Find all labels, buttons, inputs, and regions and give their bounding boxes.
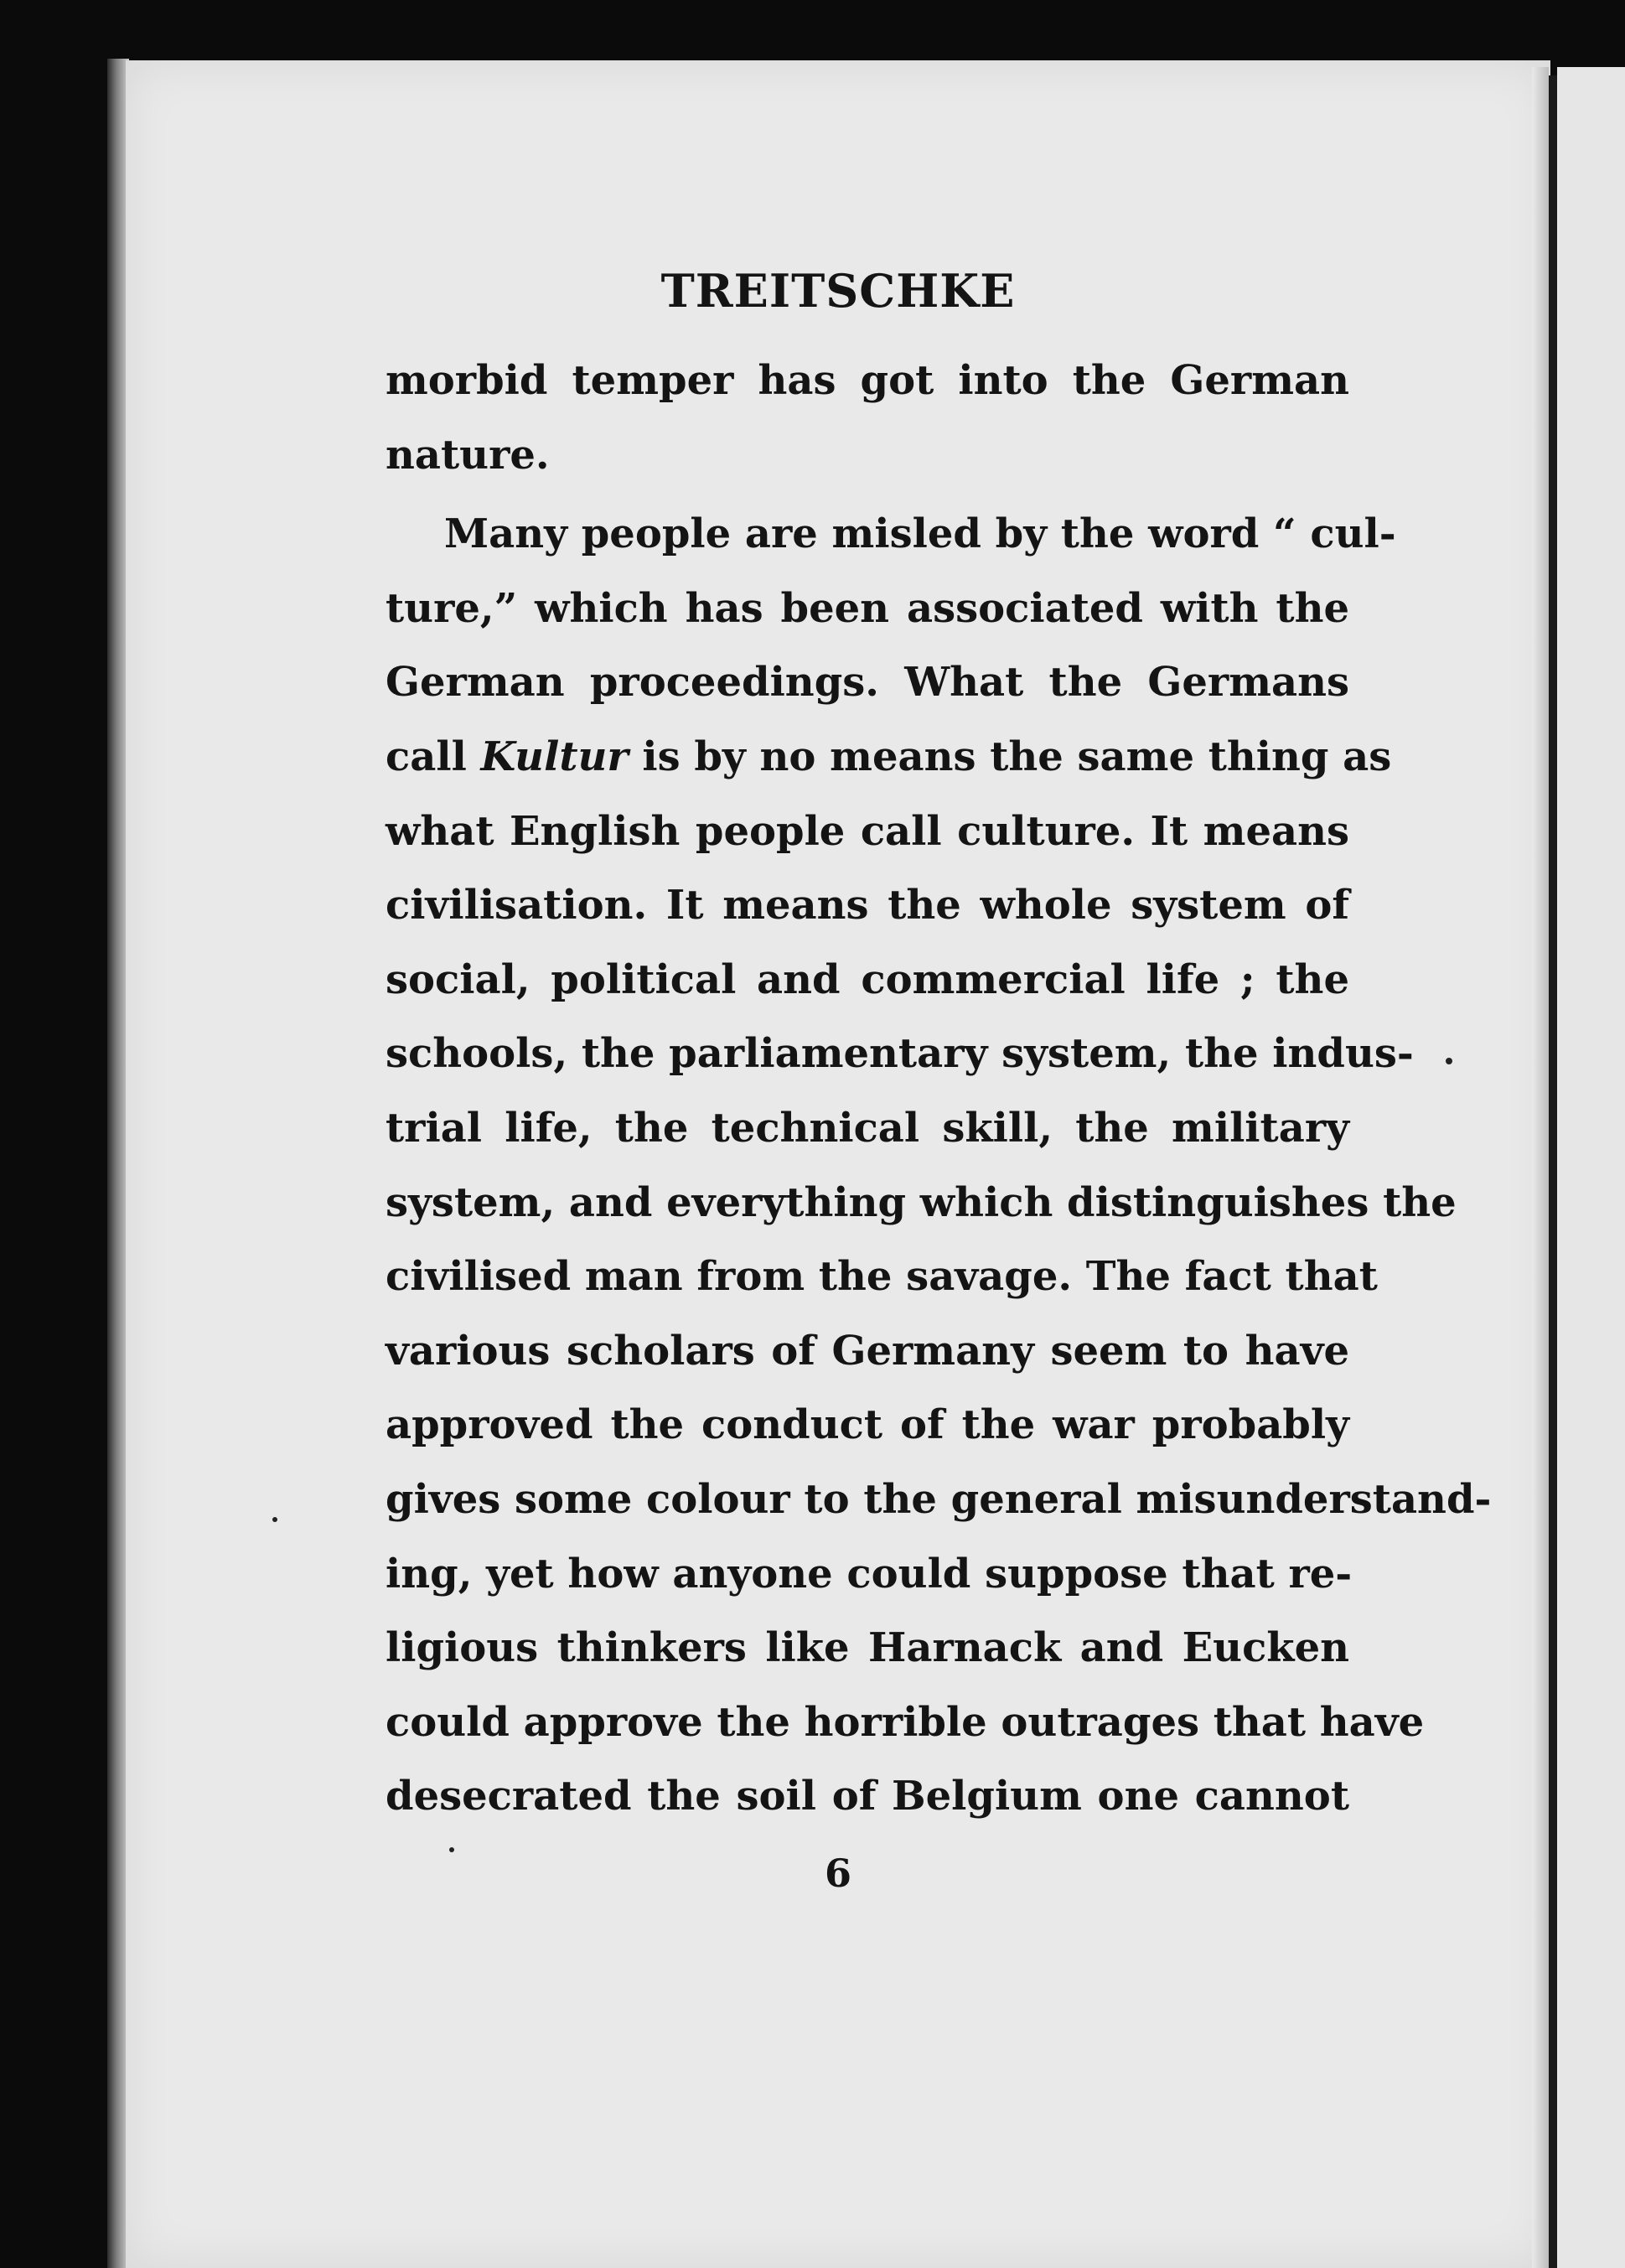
- page-number: 6: [824, 1851, 851, 1896]
- dust-speck: [1446, 1058, 1452, 1064]
- body-text: [386, 344, 1492, 1834]
- text-line: system, and everything which distinguishes the: [386, 1178, 1457, 1226]
- page-fold-shadow: [1532, 67, 1549, 2268]
- text-line: ing, yet how anyone could suppose that re-: [386, 1550, 1353, 1597]
- text-line: morbid temper has got into the German: [386, 357, 1349, 404]
- text-line: ligious thinkers like Harnack and Eucken: [386, 1624, 1349, 1672]
- dust-speck: [272, 1517, 277, 1522]
- text-line: gives some colour to the general misunderstand-: [386, 1475, 1492, 1523]
- text-line: what English people call culture. It means: [386, 807, 1349, 855]
- text-line: Many people are misled by the word “ cul-: [444, 510, 1396, 558]
- text-line: approved the conduct of the war probably: [386, 1401, 1349, 1449]
- facing-page-edge: [1557, 67, 1625, 2268]
- text-line: trial life, the technical skill, the military: [386, 1104, 1349, 1152]
- text-line: civilisation. It means the whole system of: [386, 882, 1349, 929]
- text-line: schools, the parliamentary system, the indus-: [386, 1030, 1414, 1078]
- text-line: various scholars of Germany seem to have: [386, 1327, 1349, 1375]
- facing-page-gutter: [1549, 75, 1557, 2268]
- text-line: [386, 720, 1392, 795]
- text-fragment: is by no means the same thing as: [642, 733, 1392, 780]
- text-line: desecrated the soil of Belgium one cannot: [386, 1773, 1349, 1820]
- text-line: social, political and commercial life ; the: [386, 955, 1349, 1003]
- text-line: nature.: [386, 431, 550, 479]
- text-line: could approve the horrible outrages that have: [386, 1698, 1425, 1746]
- text-line: German proceedings. What the Germans: [386, 659, 1349, 707]
- text-line: civilised man from the savage. The fact that: [386, 1253, 1378, 1301]
- text-fragment: call: [386, 733, 467, 780]
- text-line: ture,” which has been associated with the: [386, 584, 1349, 632]
- running-head: TREITSCHKE: [660, 264, 1016, 318]
- italic-word: Kultur: [480, 733, 629, 780]
